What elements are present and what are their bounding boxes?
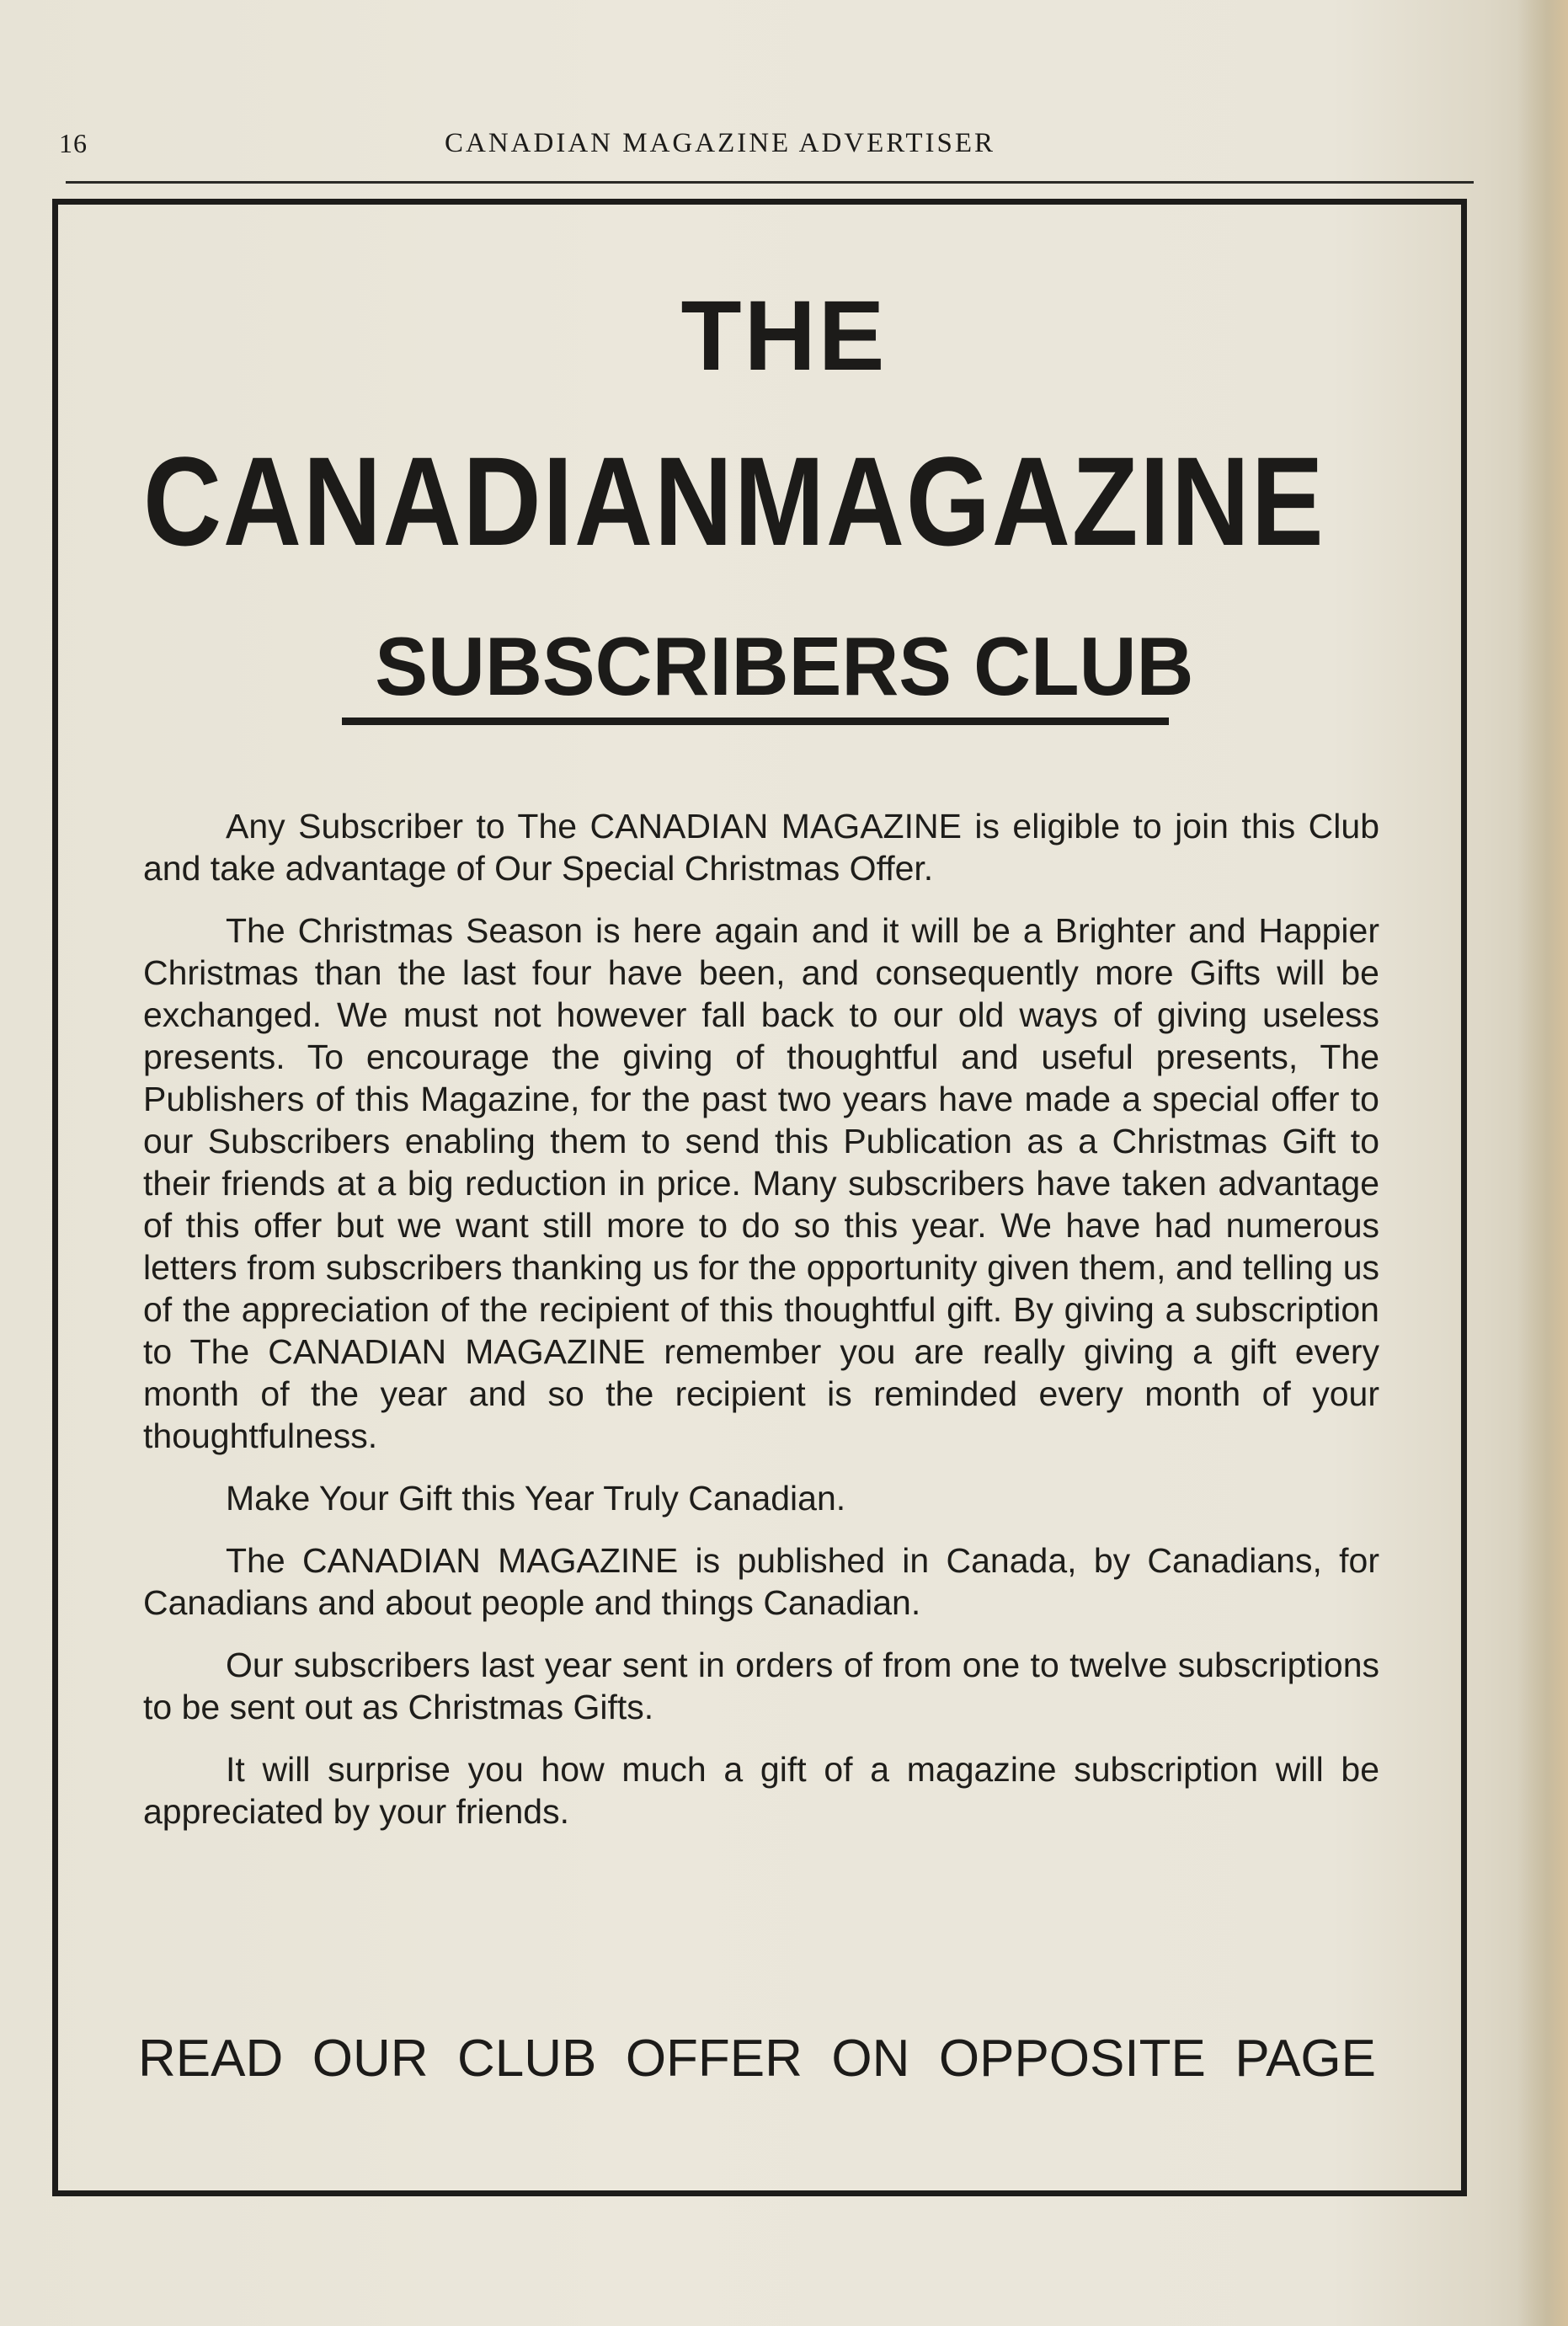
paragraph-published-in-canada: The CANADIAN MAGAZINE is published in Canada, by Canadians, for Canadians and about people and things Canadian. bbox=[143, 1541, 1379, 1622]
subtitle-text: SUBSCRIBERS CLUB bbox=[374, 620, 1194, 712]
advert-body bbox=[143, 805, 1379, 1853]
paragraph-subscriber-orders: Our subscribers last year sent in orders of from one to twelve subscriptions to be sent out as Christmas Gifts. bbox=[143, 1646, 1379, 1726]
headline-word-magazine: MAGAZINE bbox=[733, 430, 1325, 572]
headline-main bbox=[143, 430, 1325, 572]
headline-word-canadian: CANADIAN bbox=[143, 430, 734, 572]
headline-the: THE bbox=[680, 280, 888, 392]
paragraph-eligibility: Any Subscriber to The CANADIAN MAGAZINE is eligible to join this Club and take advantage of Our Special Christmas Offer. bbox=[143, 807, 1379, 888]
subtitle-underline bbox=[342, 718, 1169, 725]
running-head bbox=[0, 128, 1568, 170]
page-number: 16 bbox=[59, 128, 88, 158]
running-title: CANADIAN MAGAZINE ADVERTISER bbox=[445, 128, 995, 158]
paragraph-christmas-season: The Christmas Season is here again and it will be a Brighter and Happier Christmas than the last four have been, and consequently more Gifts will be exchanged. We must not however fall back to our old ways of giving useless presents. To encourage the giving of thoughtful and useful presents, The Publishers of this Magazine, for the past two years have made a special offer to our Subscribers enabling them to send this Publication as a Christmas Gift to their friends at a big reduction in price. Many subscribers have taken advantage of this offer but we want still more to do so this year. We have had numerous letters from subscribers thanking us for the opportunity given them, and telling us of the appreciation of the recipient of this thoughtful gift. By giving a subscription to The CANADIAN MAGAZINE remember you are really giving a gift every month of the year and so the recipient is reminded every month of your thoughtfulness. bbox=[143, 911, 1379, 1455]
paragraph-truly-canadian: Make Your Gift this Year Truly Canadian. bbox=[226, 1479, 846, 1518]
subtitle bbox=[0, 620, 1568, 712]
head-rule bbox=[66, 181, 1474, 184]
club-offer-callout: READ OUR CLUB OFFER ON OPPOSITE PAGE bbox=[138, 2030, 1376, 2088]
paragraph-surprise: It will surprise you how much a gift of a magazine subscription will be appreciated by your friends. bbox=[143, 1750, 1379, 1831]
